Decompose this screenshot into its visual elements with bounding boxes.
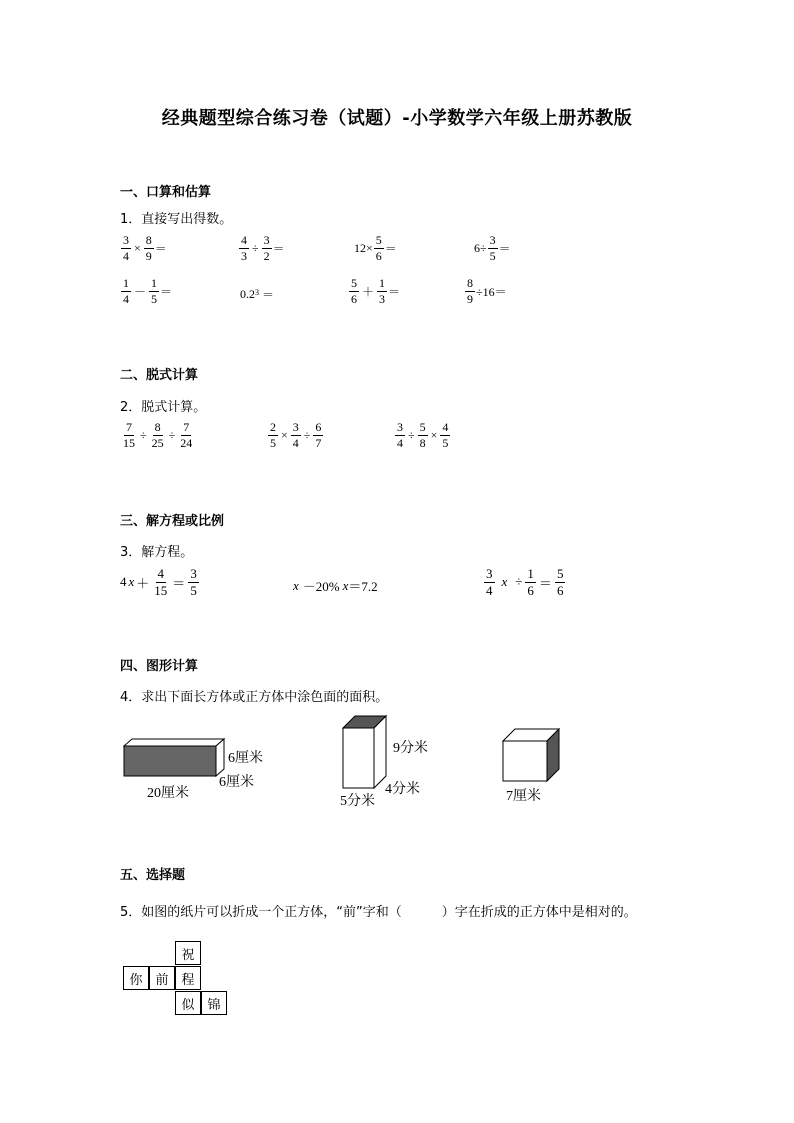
numerator: 5 <box>375 233 382 247</box>
power-exponent: 3 <box>255 288 259 297</box>
fraction <box>395 421 405 449</box>
variable: x <box>342 577 349 593</box>
numerator: 2 <box>270 420 276 434</box>
numerator: 1 <box>527 566 534 581</box>
fraction <box>349 277 359 305</box>
fraction <box>178 421 194 449</box>
denominator: 5 <box>270 435 276 450</box>
cuboid1-height-label: 6厘米 <box>228 751 263 766</box>
cuboid2-height-label: 9分米 <box>393 741 428 756</box>
denominator: 6 <box>375 248 382 263</box>
fraction <box>144 234 154 262</box>
numerator: 8 <box>467 276 473 290</box>
cuboid2-depth-label: 4分米 <box>385 782 420 797</box>
equals: ＝ <box>154 241 167 256</box>
equals: ＝ <box>384 241 397 256</box>
numerator: 4 <box>442 420 449 434</box>
fraction <box>150 421 166 449</box>
operator: － <box>134 284 147 299</box>
calc-expr-3 <box>394 421 451 449</box>
numerator: 4 <box>241 233 247 247</box>
denominator: 5 <box>442 435 449 450</box>
denominator: 6 <box>527 582 534 598</box>
fraction <box>488 234 498 262</box>
denominator: 4 <box>123 248 129 263</box>
cube-front-face <box>503 741 547 781</box>
numerator: 3 <box>292 420 299 434</box>
denominator: 5 <box>190 582 197 598</box>
mental-expr-1 <box>120 234 167 262</box>
question-5-text-start: 5．如图的纸片可以折成一个正方体，“前”字和（ <box>120 905 402 920</box>
operator: ÷ <box>408 427 415 442</box>
equals: ＝ <box>538 575 552 591</box>
denominator: 8 <box>419 435 426 450</box>
section-heading-1: 一、口算和估算 <box>120 185 212 200</box>
numerator: 1 <box>123 276 129 290</box>
cuboid-figure-2 <box>340 714 388 790</box>
cube-figure <box>500 727 562 783</box>
net-cell-jin: 锦 <box>201 991 227 1015</box>
power-base: 0.2 <box>240 287 255 301</box>
mental-expr-2 <box>238 234 285 262</box>
fraction <box>418 421 428 449</box>
cuboid-front-face <box>343 728 374 788</box>
section-heading-5: 五、选择题 <box>120 868 186 883</box>
cuboid-figure-1 <box>118 738 228 780</box>
mental-expr-4 <box>474 234 511 262</box>
denominator: 3 <box>241 248 247 263</box>
numerator: 8 <box>154 420 161 434</box>
numerator: 1 <box>151 276 158 290</box>
cube-edge-label: 7厘米 <box>506 789 541 804</box>
equals: ＝ <box>172 575 186 591</box>
numerator: 4 <box>157 566 165 581</box>
equation-2 <box>293 576 378 595</box>
equals: ＝ <box>262 288 275 302</box>
operator: × <box>134 240 141 255</box>
operator: ＋ <box>362 284 375 299</box>
equals: ＝ <box>272 241 285 256</box>
cuboid1-length-label: 20厘米 <box>147 786 189 801</box>
calc-expr-1 <box>120 421 195 449</box>
operator: ＋ <box>136 575 150 591</box>
variable: x <box>501 574 508 590</box>
section-heading-2: 二、脱式计算 <box>120 368 199 383</box>
denominator: 7 <box>315 435 322 450</box>
fraction <box>374 234 384 262</box>
net-cell-si: 似 <box>175 991 201 1015</box>
mental-expr-6 <box>240 286 274 303</box>
numerator: 7 <box>183 420 190 434</box>
numerator: 1 <box>379 276 386 290</box>
numerator: 3 <box>190 566 197 581</box>
numerator: 3 <box>489 233 496 247</box>
fraction <box>555 567 566 597</box>
denominator: 5 <box>151 291 158 306</box>
operator: × <box>281 427 288 442</box>
denominator: 24 <box>180 435 193 450</box>
numerator: 3 <box>123 233 129 247</box>
section-heading-3: 三、解方程或比例 <box>120 514 225 529</box>
operator: －20% <box>302 579 340 594</box>
fraction <box>313 421 323 449</box>
fraction <box>121 421 137 449</box>
numerator: 6 <box>315 420 322 434</box>
expr-suffix: ÷16＝ <box>476 284 507 299</box>
numerator: 8 <box>145 233 152 247</box>
denominator: 9 <box>467 291 473 306</box>
operator: ÷ <box>252 240 259 255</box>
equation-1 <box>120 567 200 597</box>
variable: x <box>293 577 299 593</box>
question-5-text-end: ）字在折成的正方体中是相对的。 <box>441 905 637 920</box>
fraction <box>484 567 495 597</box>
section-heading-4: 四、图形计算 <box>120 659 199 674</box>
fraction <box>525 567 536 597</box>
fraction <box>291 421 301 449</box>
mental-expr-7 <box>348 277 400 305</box>
equals: ＝ <box>160 284 173 299</box>
question-4: 4．求出下面长方体或正方体中涂色面的面积。 <box>120 690 389 705</box>
equals: ＝ <box>498 241 511 256</box>
fraction <box>465 277 475 305</box>
numerator: 3 <box>486 566 493 581</box>
fraction <box>268 421 278 449</box>
denominator: 4 <box>397 435 403 450</box>
question-2: 2．脱式计算。 <box>120 400 207 415</box>
operator: ÷ <box>140 427 147 442</box>
operator: ÷ <box>303 427 311 442</box>
numerator: 5 <box>351 276 357 290</box>
fraction <box>149 277 159 305</box>
equals: ＝ <box>388 284 401 299</box>
mental-expr-5 <box>120 277 172 305</box>
numerator: 3 <box>263 233 270 247</box>
denominator: 2 <box>263 248 270 263</box>
net-cell-ni: 你 <box>123 966 149 990</box>
equation-3 <box>483 567 566 597</box>
cuboid1-width-label: 6厘米 <box>219 775 254 790</box>
cuboid2-width-label: 5分米 <box>340 794 375 809</box>
question-5 <box>120 901 637 920</box>
numerator: 3 <box>397 420 403 434</box>
net-cell-qian: 前 <box>149 966 175 990</box>
shaded-front-face <box>124 746 216 776</box>
numerator: 5 <box>556 566 564 581</box>
mental-expr-8 <box>464 277 507 305</box>
fraction <box>152 567 169 597</box>
fraction <box>121 234 131 262</box>
denominator: 9 <box>145 248 152 263</box>
page-title: 经典题型综合练习卷（试题）-小学数学六年级上册苏教版 <box>161 108 633 129</box>
calc-expr-2 <box>267 421 324 449</box>
denominator: 6 <box>351 291 357 306</box>
numerator: 7 <box>126 420 132 434</box>
denominator: 3 <box>379 291 386 306</box>
operator: ÷ <box>515 574 523 590</box>
net-cell-zhu: 祝 <box>175 941 201 965</box>
numerator: 5 <box>419 420 426 434</box>
fraction <box>121 277 131 305</box>
denominator: 6 <box>556 582 564 598</box>
fraction <box>440 421 450 449</box>
expr-prefix: 6÷ <box>474 240 487 255</box>
fraction <box>262 234 272 262</box>
fraction <box>377 277 387 305</box>
denominator: 4 <box>123 291 129 306</box>
operator: ÷ <box>168 427 176 442</box>
denominator: 15 <box>154 582 168 598</box>
variable: x <box>128 574 135 590</box>
question-1: 1．直接写出得数。 <box>120 212 233 227</box>
denominator: 25 <box>151 435 164 450</box>
denominator: 15 <box>123 435 135 450</box>
denominator: 5 <box>489 248 496 263</box>
cuboid-top-face <box>124 739 224 746</box>
denominator: 4 <box>292 435 299 450</box>
operator: × <box>430 427 438 442</box>
denominator: 4 <box>486 582 493 598</box>
question-3: 3．解方程。 <box>120 545 194 560</box>
net-cell-cheng: 程 <box>175 966 201 990</box>
fraction <box>188 567 199 597</box>
expr-prefix: 12× <box>354 240 373 255</box>
right-hand-side: ＝7.2 <box>348 579 378 594</box>
mental-expr-3 <box>354 234 397 262</box>
coefficient: 4 <box>120 574 127 590</box>
fraction <box>239 234 249 262</box>
